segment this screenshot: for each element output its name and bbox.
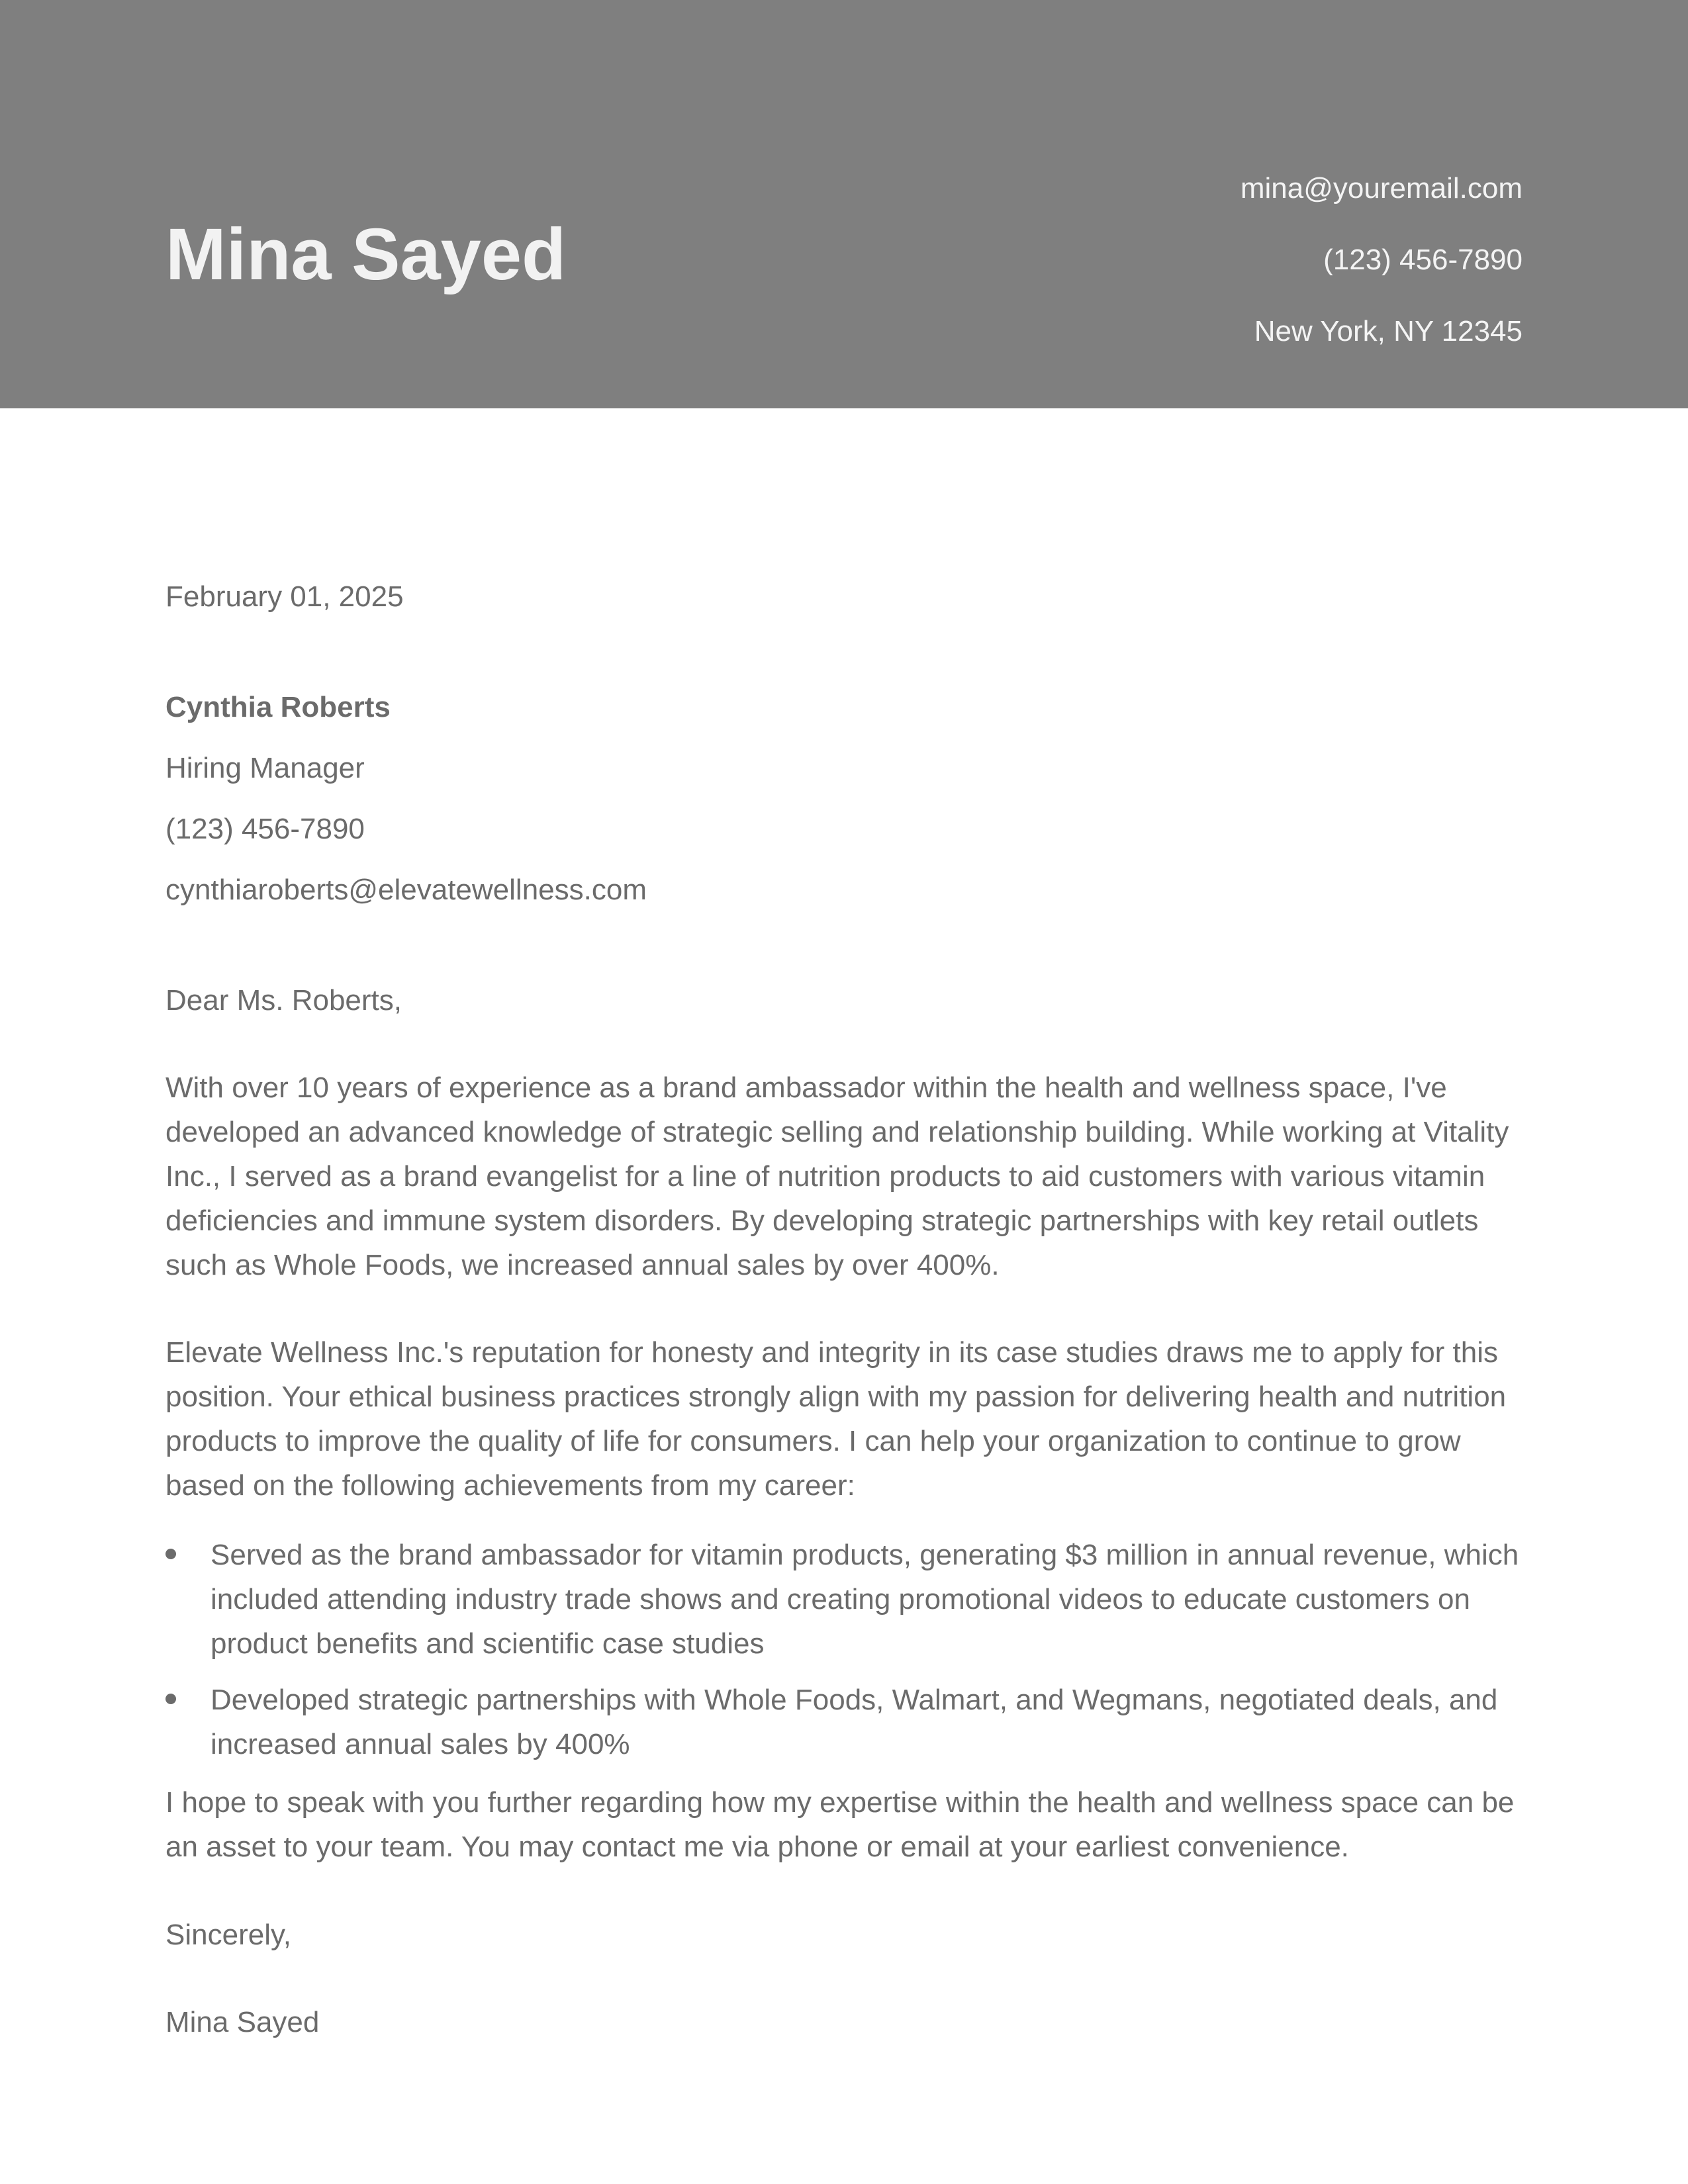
body-paragraph-2: Elevate Wellness Inc.'s reputation for honesty and integrity in its case studies draws me to apply for this position. Your ethical business practices strongly align with my passion for delivering health and nutrition products to improve the quality of life for consumers. I can help your organization to continue to grow based on the following achievements from my career: bbox=[165, 1336, 1507, 1502]
sender-phone: (123) 456-7890 bbox=[1323, 244, 1523, 276]
closing: Sincerely, bbox=[165, 1919, 291, 1951]
recipient-title: Hiring Manager bbox=[165, 752, 365, 784]
recipient-email: cynthiaroberts@elevatewellness.com bbox=[165, 874, 647, 906]
list-item bbox=[165, 1533, 1536, 1666]
recipient-phone: (123) 456-7890 bbox=[165, 813, 365, 845]
bullet-icon bbox=[165, 1549, 176, 1559]
signature: Mina Sayed bbox=[165, 2006, 320, 2038]
list-item-text: Developed strategic partnerships with Whole Foods, Walmart, and Wegmans, negotiated deals, and increased annual sales by 400% bbox=[211, 1684, 1498, 1760]
sender-email: mina@youremail.com bbox=[1240, 172, 1523, 205]
list-item bbox=[165, 1678, 1536, 1766]
bullet-icon bbox=[165, 1694, 176, 1704]
body-paragraph-1: With over 10 years of experience as a brand ambassador within the health and wellness space, I've developed an advanced knowledge of strategic selling and relationship building. While working at Vitality Inc., I served as a brand evangelist for a line of nutrition products to aid customers with various vitamin deficiencies and immune system disorders. By developing strategic partnerships with key retail outlets such as Whole Foods, we increased annual sales by over 400%. bbox=[165, 1071, 1509, 1281]
list-item-text: Served as the brand ambassador for vitamin products, generating $3 million in annual revenue, which included attending industry trade shows and creating promotional videos to educate customers on product benefits and scientific case studies bbox=[211, 1539, 1519, 1660]
salutation: Dear Ms. Roberts, bbox=[165, 984, 402, 1017]
recipient-name: Cynthia Roberts bbox=[165, 691, 391, 723]
body-paragraph-3: I hope to speak with you further regarding how my expertise within the health and wellness space can be an asset to your team. You may contact me via phone or email at your earliest convenience. bbox=[165, 1786, 1515, 1863]
sender-name: Mina Sayed bbox=[165, 214, 567, 295]
letter-date: February 01, 2025 bbox=[165, 580, 404, 613]
achievements-list bbox=[165, 1533, 1536, 1778]
sender-location: New York, NY 12345 bbox=[1254, 315, 1523, 347]
sender-contact-block bbox=[1241, 165, 1523, 380]
header-banner bbox=[0, 0, 1688, 408]
recipient-block bbox=[165, 685, 647, 929]
